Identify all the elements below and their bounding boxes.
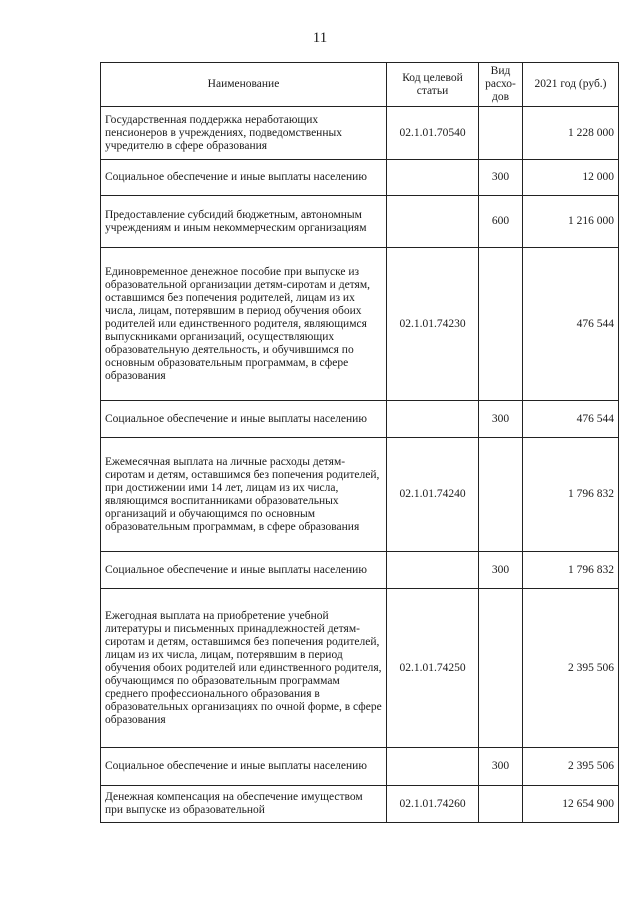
row-code <box>387 196 479 248</box>
row-type <box>479 107 523 160</box>
row-name: Денежная компенсация на обеспечение имуществом при выпуске из образовательной <box>101 786 387 823</box>
row-name: Социальное обеспечение и иные выплаты населению <box>101 401 387 438</box>
row-type: 300 <box>479 748 523 786</box>
row-amount: 1 228 000 <box>523 107 619 160</box>
row-name: Социальное обеспечение и иные выплаты населению <box>101 160 387 196</box>
header-code: Код целевой статьи <box>387 63 479 107</box>
header-amount: 2021 год (руб.) <box>523 63 619 107</box>
row-type <box>479 786 523 823</box>
row-type <box>479 438 523 552</box>
row-amount: 2 395 506 <box>523 748 619 786</box>
row-amount: 12 654 900 <box>523 786 619 823</box>
row-type <box>479 248 523 401</box>
row-amount: 1 796 832 <box>523 438 619 552</box>
page-number: 11 <box>312 30 328 46</box>
row-amount: 1 216 000 <box>523 196 619 248</box>
header-type: Вид расхо-дов <box>479 63 523 107</box>
row-name: Ежегодная выплата на приобретение учебной литературы и письменных принадлежностей детям-сиротам и детям, оставшимся без попечения родителей, лицам из их числа, лицам, потерявшим в период обучения обоих родителей или единственного родителя, обучающимся по образовательным программам среднего профессионального образования в образовательных организациях по очной форме, в сфере образования <box>101 589 387 748</box>
row-name: Ежемесячная выплата на личные расходы детям-сиротам и детям, оставшимся без попечения родителей, при достижении ими 14 лет, лицам из их числа, являющимся воспитанниками образовательных организаций и обучающимся по основным образовательным программам, в сфере образования <box>101 438 387 552</box>
table-row <box>101 438 619 552</box>
row-code <box>387 552 479 589</box>
row-amount: 476 544 <box>523 248 619 401</box>
row-name: Единовременное денежное пособие при выпуске из образовательной организации детям-сиротам и детям, оставшимся без попечения родителей, лицам из их числа, лицам, потерявшим в период обучения обоих родителей или единственного родителя, являющимся выпускниками организаций, осуществляющих образовательную деятельность, и обучившимся по основным образовательным программам, в сфере образования <box>101 248 387 401</box>
budget-table <box>100 62 619 823</box>
row-name: Социальное обеспечение и иные выплаты населению <box>101 748 387 786</box>
row-amount: 2 395 506 <box>523 589 619 748</box>
row-code: 02.1.01.74250 <box>387 589 479 748</box>
table-row <box>101 401 619 438</box>
row-type: 300 <box>479 552 523 589</box>
header-name: Наименование <box>101 63 387 107</box>
table-row <box>101 248 619 401</box>
row-code: 02.1.01.74260 <box>387 786 479 823</box>
row-amount: 1 796 832 <box>523 552 619 589</box>
row-code <box>387 401 479 438</box>
row-code: 02.1.01.74240 <box>387 438 479 552</box>
row-code: 02.1.01.70540 <box>387 107 479 160</box>
table-header-row <box>101 63 619 107</box>
row-type: 600 <box>479 196 523 248</box>
row-amount: 476 544 <box>523 401 619 438</box>
row-type: 300 <box>479 160 523 196</box>
row-name: Государственная поддержка неработающих пенсионеров в учреждениях, подведомственных учредителю в сфере образования <box>101 107 387 160</box>
row-amount: 12 000 <box>523 160 619 196</box>
table-row <box>101 160 619 196</box>
table-row <box>101 196 619 248</box>
row-type <box>479 589 523 748</box>
row-name: Социальное обеспечение и иные выплаты населению <box>101 552 387 589</box>
row-code <box>387 748 479 786</box>
row-code: 02.1.01.74230 <box>387 248 479 401</box>
table-row <box>101 589 619 748</box>
row-code <box>387 160 479 196</box>
row-type: 300 <box>479 401 523 438</box>
row-name: Предоставление субсидий бюджетным, автономным учреждениям и иным некоммерческим организациям <box>101 196 387 248</box>
table-row <box>101 107 619 160</box>
table-row <box>101 786 619 823</box>
table-row <box>101 748 619 786</box>
table-row <box>101 552 619 589</box>
